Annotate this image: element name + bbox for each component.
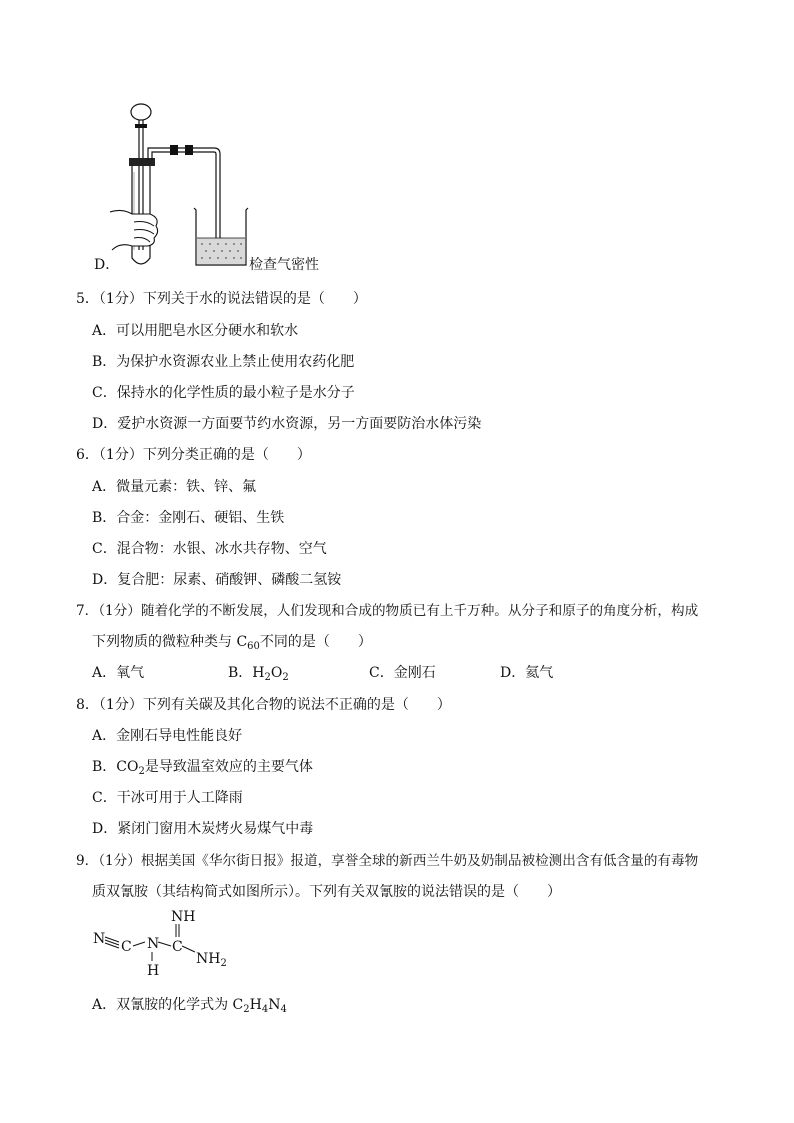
q9-stem-line2: 质双氰胺（其结构简式如图所示）。下列有关双氰胺的说法错误的是（ ）	[92, 884, 561, 900]
atom-c-nitrile: C	[121, 939, 132, 955]
delivery-tube	[148, 148, 220, 250]
q5-option-a: A．可以用肥皂水区分硬水和软水	[92, 323, 299, 339]
q8-option-b: B．$CO_2$是导致温室效应的主要气体	[92, 759, 313, 777]
q7-option-b: B．$H_2O_2$	[228, 665, 289, 683]
dicyandiamide-structure	[88, 908, 228, 984]
funnel-bulb	[131, 104, 151, 120]
q4-option-d-letter: D．	[94, 257, 120, 273]
q8-option-c: C．干冰可用于人工降雨	[92, 790, 243, 806]
stopcock	[135, 124, 147, 128]
q7-stem-line1: 7．（1分）随着化学的不断发展，人们发现和合成的物质已有上千万种。从分子和原子的角度分析，构成	[76, 603, 699, 619]
q7-stem-line2: 下列物质的微粒种类与 $C_{60}$不同的是（ ）	[92, 634, 372, 652]
q5-stem: 5．（1分）下列关于水的说法错误的是（ ）	[76, 291, 367, 307]
q7-option-a: A．氧气	[92, 665, 145, 681]
atom-n-amine: N	[147, 936, 160, 952]
q6-option-a: A．微量元素：铁、锌、氟	[92, 479, 257, 495]
atom-h: H	[147, 963, 160, 979]
group-nh2: $NH_2$	[196, 951, 227, 969]
tube-clamp-right	[185, 145, 193, 155]
apparatus-drawing	[110, 100, 270, 270]
group-nh: NH	[171, 909, 196, 925]
q8-option-a: A．金刚石导电性能良好	[92, 728, 243, 744]
q5-option-c: C．保持水的化学性质的最小粒子是水分子	[92, 385, 355, 401]
atom-c-central: C	[172, 939, 183, 955]
q9-stem-line1: 9．（1分）根据美国《华尔街日报》报道，享誉全球的新西兰牛奶及奶制品被检测出含有低含量的有毒物	[76, 853, 699, 869]
rubber-stopper	[129, 158, 155, 166]
q6-option-c: C．混合物：水银、冰水共存物、空气	[92, 541, 327, 557]
q8-option-d: D．紧闭门窗用木炭烤火易煤气中毒	[92, 821, 314, 837]
q6-option-b: B．合金：金刚石、硬铝、生铁	[92, 510, 285, 526]
tube-clamp-left	[170, 145, 178, 155]
q7-option-c: C．金刚石	[369, 665, 436, 681]
q5-option-d: D．爱护水资源一方面要节约水资源，另一方面要防治水体污染	[92, 416, 482, 432]
q6-stem: 6．（1分）下列分类正确的是（ ）	[76, 447, 311, 463]
airtightness-apparatus-figure	[110, 100, 270, 274]
hand	[110, 210, 158, 250]
q9-option-a: A．双氰胺的化学式为 $C_2H_4N_4$	[92, 997, 287, 1015]
atom-n-nitrile: N	[93, 931, 106, 947]
q5-option-b: B．为保护水资源农业上禁止使用农药化肥	[92, 354, 355, 370]
q8-stem: 8．（1分）下列有关碳及其化合物的说法不正确的是（ ）	[76, 697, 451, 713]
q7-option-d: D．氦气	[500, 665, 554, 681]
q6-option-d: D．复合肥：尿素、硝酸钾、磷酸二氢铵	[92, 572, 342, 588]
q4-option-d-caption: 检查气密性	[249, 257, 319, 273]
